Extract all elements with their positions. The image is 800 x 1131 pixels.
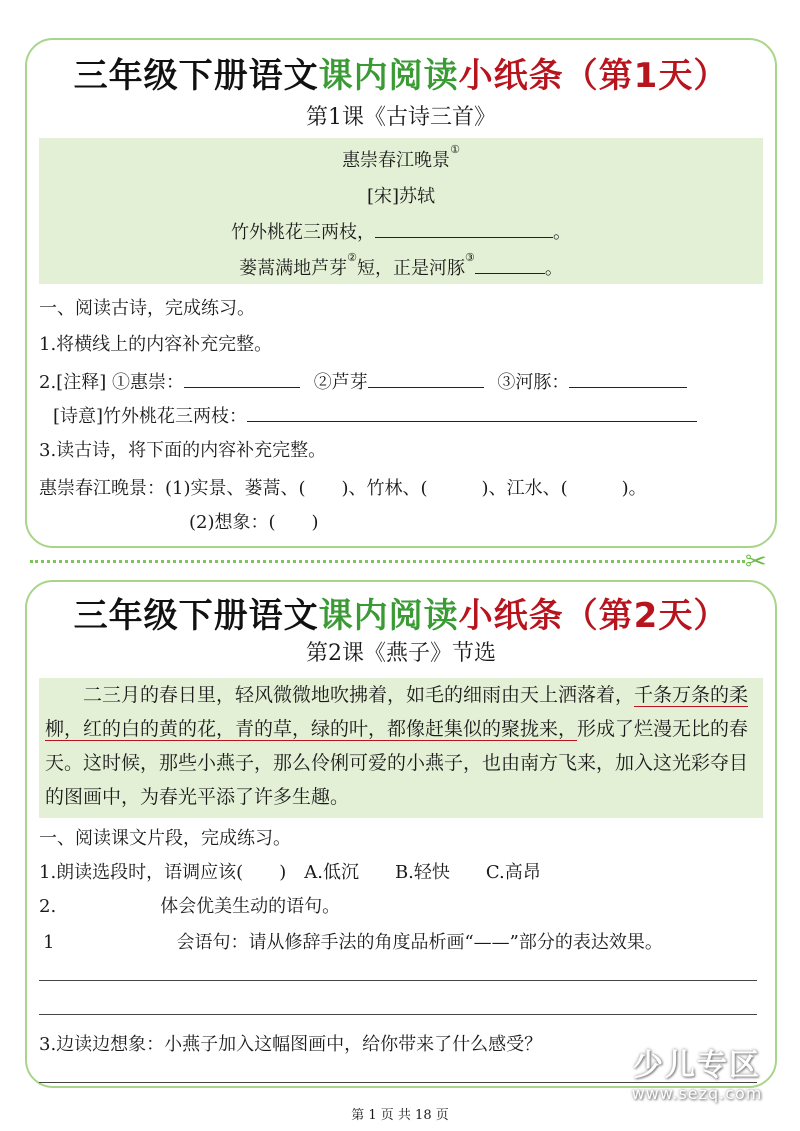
q2-note-1-blank[interactable]	[184, 369, 300, 388]
poem-title	[39, 143, 763, 172]
day1-title-black: 三年级下册语文	[73, 56, 319, 96]
poem-line-2-end: 。	[544, 258, 563, 279]
day1-card	[25, 38, 777, 548]
poem-line-1-end: 。	[553, 222, 571, 243]
watermark-line-1: 少儿专区	[633, 1048, 761, 1083]
day2-lesson-title: 第2课《燕子》节选	[306, 641, 496, 666]
day1-title-green: 课内阅读	[318, 56, 459, 96]
poem-title-note: ①	[450, 143, 460, 156]
poem-note-2: ②	[347, 251, 357, 264]
passage-box	[39, 678, 763, 818]
poem-title-text: 惠崇春江晚景	[342, 150, 451, 171]
day2-title-black: 三年级下册语文	[73, 596, 319, 636]
q2-sub-text: 会语句：请从修辞手法的角度品析画“——”部分的表达效果。	[176, 932, 663, 953]
q2-note-3-label: ③河豚：	[497, 372, 570, 393]
day1-q2-meaning	[53, 402, 697, 428]
day2-title-red: 小纸条（第2天）	[458, 596, 729, 636]
day1-section: 一、阅读古诗，完成练习。	[39, 298, 255, 319]
day2-q1: 1.朗读选段时，语调应该( ) A.低沉 B.轻快 C.高昂	[39, 862, 541, 883]
day2-q2-sub	[43, 928, 663, 954]
day2-section: 一、阅读课文片段，完成练习。	[39, 828, 291, 849]
scissors-icon: ✂	[745, 547, 767, 577]
watermark-logo	[612, 1040, 782, 1103]
poem-note-3: ③	[465, 251, 475, 264]
day1-q3-line1: 惠崇春江晚景：(1)实景、蒌蒿、( )、竹林、( )、江水、( )。	[39, 478, 647, 499]
poem-line-2-b: 短，正是河豚	[357, 258, 465, 279]
passage-underlined: 千条万条的柔柳，红的白的黄的花，青的草，绿的叶，都像赶集似的聚拢来，	[45, 684, 749, 740]
q2-note-1-label: 2.[注释] ①惠崇：	[39, 372, 184, 393]
day1-title	[27, 48, 775, 97]
q2-note-3-blank[interactable]	[569, 369, 687, 388]
day1-q2	[39, 368, 687, 394]
q2-meaning-label: [诗意]竹外桃花三两枝：	[53, 406, 248, 427]
day1-q3-line2: (2)想象：( )	[189, 512, 319, 533]
day1-q3: 3.读古诗，将下面的内容补充完整。	[39, 440, 327, 461]
poem-line-1	[39, 218, 763, 244]
answer-line-1[interactable]	[39, 980, 757, 981]
q2-sub-number: 1	[43, 932, 55, 953]
day2-q2	[39, 892, 340, 918]
poem-line-2	[39, 251, 763, 280]
day1-title-red: 小纸条（第1天）	[458, 56, 729, 96]
passage-part-2: 形成了烂漫无比的春天。这时候，那些小燕子，那么伶俐可爱的小燕子，也由南方飞来，加入这光彩夺目的图画中，为春光平添了许多生趣。	[45, 718, 749, 808]
cut-divider	[30, 560, 745, 563]
day2-title-green: 课内阅读	[318, 596, 459, 636]
q2-note-2-blank[interactable]	[368, 369, 484, 388]
poem-line-2-a: 蒌蒿满地芦芽	[239, 258, 348, 279]
answer-line-2[interactable]	[39, 1014, 757, 1015]
day2-card	[25, 580, 777, 1088]
poem-line-1-text: 竹外桃花三两枝，	[231, 222, 375, 243]
poem-line-1-blank[interactable]	[375, 219, 553, 238]
day2-q3: 3.边读边想象：小燕子加入这幅图画中，给你带来了什么感受？	[39, 1034, 543, 1055]
q2-text: 体会优美生动的语句。	[160, 896, 341, 917]
passage-part-1: 二三月的春日里，轻风微微地吹拂着，如毛的细雨由天上洒落着，	[83, 684, 635, 706]
day1-q1: 1.将横线上的内容补充完整。	[39, 334, 273, 355]
poem-author: [宋]苏轼	[366, 186, 436, 207]
q2-number: 2.	[39, 896, 57, 917]
day2-title	[27, 588, 775, 637]
day1-lesson-title: 第1课《古诗三首》	[306, 105, 496, 130]
watermark-line-2: www.sezq.com	[631, 1084, 763, 1103]
q2-meaning-blank[interactable]	[247, 403, 697, 422]
poem-line-2-blank[interactable]	[475, 255, 545, 274]
poem-box	[39, 138, 763, 284]
q2-note-2-label: ②芦芽	[313, 372, 368, 393]
page-footer: 第 1 页 共 18 页	[351, 1108, 449, 1123]
